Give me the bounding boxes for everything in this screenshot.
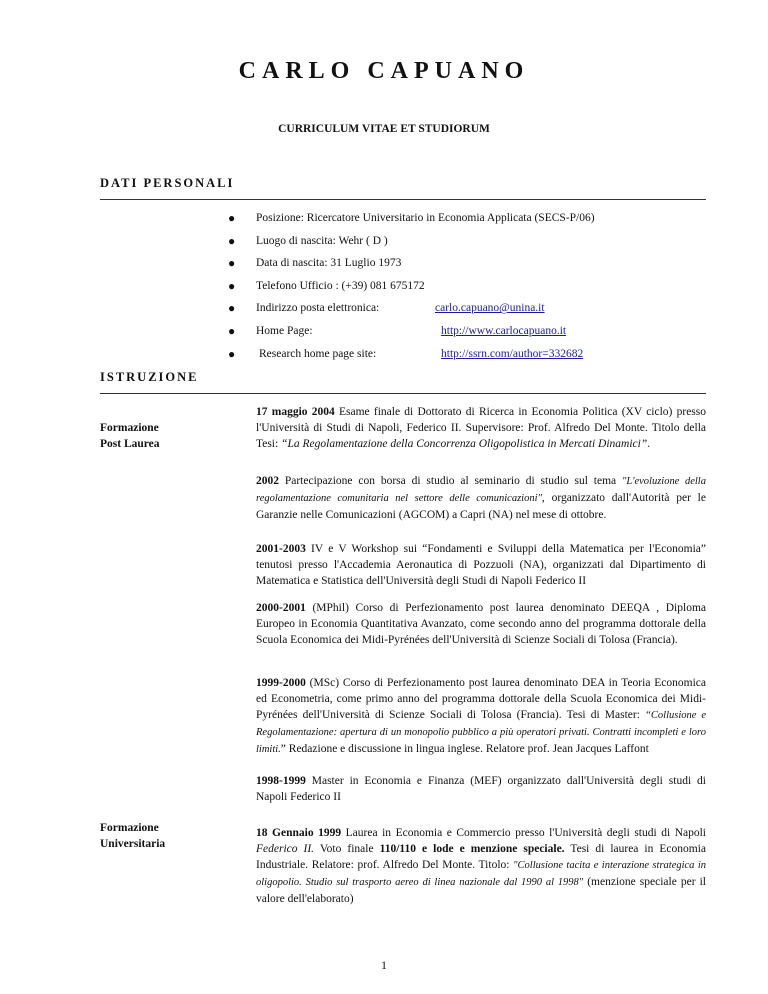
cv-subtitle: CURRICULUM VITAE ET STUDIORUM — [278, 123, 490, 135]
personal-item-label: Indirizzo posta elettronica: — [256, 302, 380, 315]
page-number: 1 — [381, 958, 387, 972]
personal-item-label: Posizione: Ricercatore Universitario in Economia Applicata (SECS-P/06) — [256, 212, 595, 224]
section-divider — [100, 393, 706, 394]
section-heading-personal: DATI PERSONALI — [100, 176, 235, 190]
bullet-icon: ● — [228, 323, 236, 338]
personal-item-label: Data di nascita: 31 Luglio 1973 — [256, 257, 402, 270]
bullet-icon: ● — [228, 301, 236, 316]
personal-item-label: Home Page: — [256, 324, 313, 337]
research-page-link[interactable]: http://ssrn.com/author=332682 — [441, 347, 584, 360]
bullet-icon: ● — [228, 256, 236, 271]
education-entry: 2002 Partecipazione con borsa di studio al seminario di studio sul tema "L'evoluzione della regolamentazione comunitaria nel settore delle comunicazioni", organizzato dall'Autorità per le Garanzie nelle Comunicazioni (AGCOM) a Capri (NA) nel mese di ottobre. — [256, 475, 706, 521]
side-label-post-laurea: Formazione Post Laurea — [100, 422, 160, 450]
section-heading-education: ISTRUZIONE — [100, 370, 199, 384]
section-divider — [100, 199, 706, 200]
education-entry: 2001-2003 IV e V Workshop sui “Fondamenti e Sviluppi della Matematica per l'Economia” tenutosi presso l'Accademia Aeronautica di Pozzuoli (NA), organizzati dal Dipartimento di Matematica e Statistica dell'Università degli Studi di Napoli Federico II — [256, 543, 706, 587]
bullet-icon: ● — [228, 278, 236, 293]
homepage-link[interactable]: http://www.carlocapuano.it — [441, 324, 567, 337]
personal-item-label: Luogo di nascita: Wehr ( D ) — [256, 234, 388, 247]
cv-name-title: CARLO CAPUANO — [238, 58, 530, 84]
email-link[interactable]: carlo.capuano@unina.it — [435, 302, 545, 315]
bullet-icon: ● — [228, 346, 236, 361]
side-label-universitaria: Formazione Universitaria — [100, 822, 166, 850]
personal-item-label: Research home page site: — [259, 347, 377, 360]
bullet-icon: ● — [228, 233, 236, 248]
education-entry-laurea: 18 Gennaio 1999 Laurea in Economia e Commercio presso l'Università degli studi di Napoli Federico II. Voto finale 110/110 e lode e menzione speciale. Tesi di laurea in Economia Industriale. Relatore: prof. Alfredo Del Monte. Titolo: "Collusione tacita e interazione strategica in oligopolio. Studio sul trasporto aereo di linea nazionale dal 1990 al 1998" (menzione speciale per il valore dell'elaborato) — [256, 827, 707, 905]
education-entry: 2000-2001 (MPhil) Corso di Perfezionamento post laurea denominato DEEQA , Diploma Europeo in Economia Quantitativa Avanzato, come secondo anno del programma dottorale della Scuola Economica dei Midi-Pyrénées dell'Università di Scienze Sociali di Tolosa (Francia). — [256, 602, 706, 646]
education-entry: 1999-2000 (MSc) Corso di Perfezionamento post laurea denominato DEA in Teoria Economica ed Econometria, come primo anno del programma dottorale della Scuola Economica dei Midi-Pyrénées dell'Università di Scienze Sociali di Tolosa (Francia). Tesi di Master: “Collusione e Regolamentazione: apertura di un monopolio pubblico a più operatori privati. Contratti incompleti e loro limiti.” Redazione e discussione in lingua inglese. Relatore prof. Jean Jacques Laffont — [256, 677, 706, 755]
personal-item-label: Telefono Ufficio : (+39) 081 675172 — [256, 279, 425, 292]
education-entry: 17 maggio 2004 Esame finale di Dottorato di Ricerca in Economia Politica (XV ciclo) presso l'Università di Studi di Napoli, Federico II. Supervisore: Prof. Alfredo Del Monte. Titolo della Tesi: “La Regolamentazione della Concorrenza Oligopolistica in Mercati Dinamici”. — [256, 406, 706, 450]
bullet-icon: ● — [228, 211, 236, 225]
education-entry: 1998-1999 Master in Economia e Finanza (MEF) organizzato dall'Università degli studi di Napoli Federico II — [256, 775, 706, 803]
